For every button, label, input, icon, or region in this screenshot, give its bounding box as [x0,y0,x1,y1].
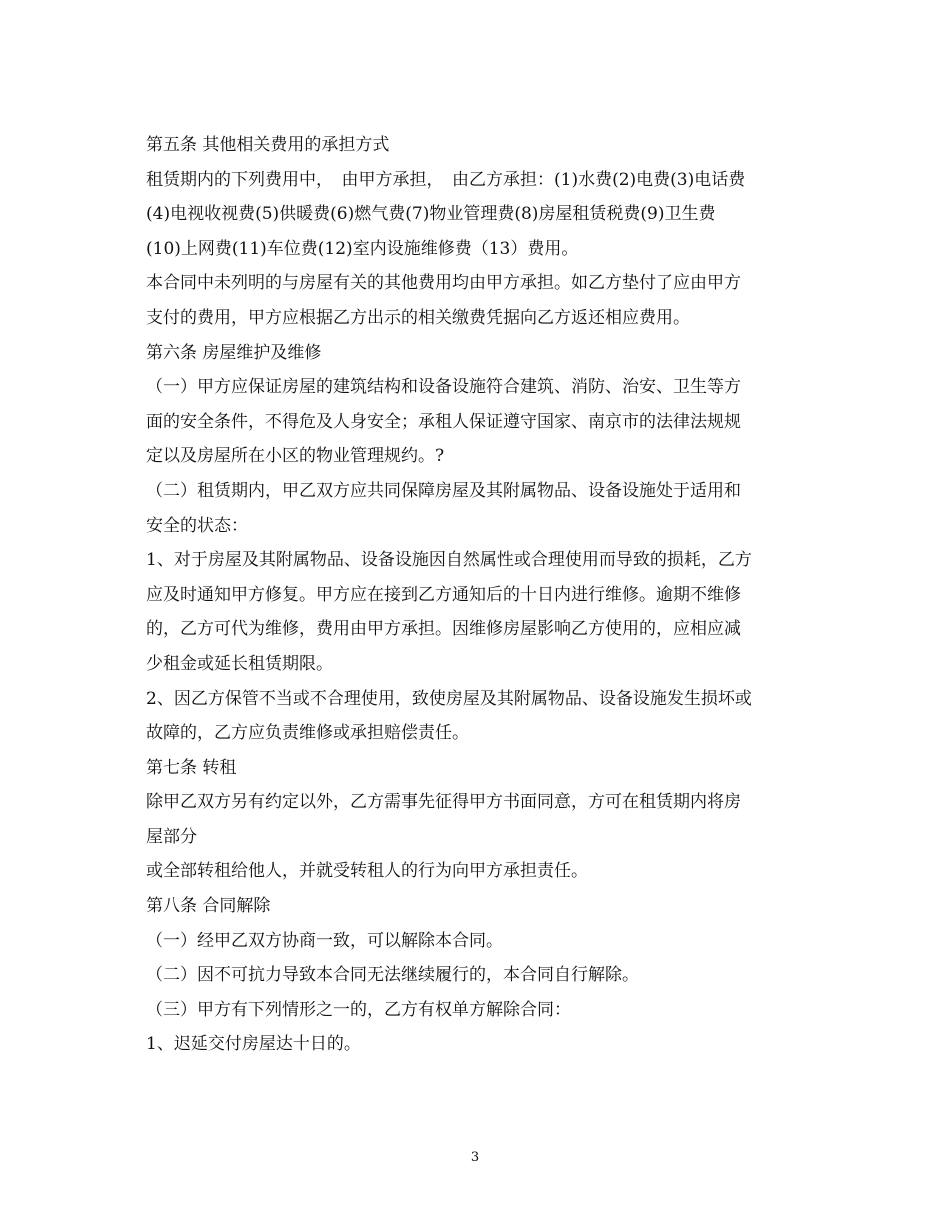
text-line: 支付的费用，甲方应根据乙方出示的相关缴费凭据向乙方返还相应费用。 [146,307,690,328]
text-line: 或全部转租给他人，并就受转租人的行为向甲方承担责任。 [146,861,588,882]
text-line: 第六条 房屋维护及维修 [146,342,322,363]
text-line: （二）因不可抗力导致本合同无法继续履行的，本合同自行解除。 [146,965,639,986]
text-line: 屋部分 [146,826,197,847]
text-line: 第八条 合同解除 [146,896,271,917]
text-line: (4)电视收视费(5)供暖费(6)燃气费(7)物业管理费(8)房屋租赁税费(9)卫生费 [146,204,716,225]
text-line: 第五条 其他相关费用的承担方式 [146,135,390,155]
text-line: （一）甲方应保证房屋的建筑结构和设备设施符合建筑、消防、治安、卫生等方 [146,377,741,398]
text-line: 1、对于房屋及其附属物品、设备设施因自然属性或合理使用而导致的损耗，乙方 [146,550,752,571]
text-line: 故障的，乙方应负责维修或承担赔偿责任。 [146,723,469,744]
text-line: 面的安全条件，不得危及人身安全；承租人保证遵守国家、南京市的法律法规规 [146,411,741,432]
text-line: 本合同中未列明的与房屋有关的其他费用均由甲方承担。如乙方垫付了应由甲方 [146,273,741,294]
page-number: 3 [470,1150,480,1165]
text-line: 少租金或延长租赁期限。 [146,653,333,674]
document-body [146,128,816,1062]
text-line: 定以及房屋所在小区的物业管理规约。? [146,446,445,467]
text-line: 租赁期内的下列费用中， 由甲方承担， 由乙方承担：(1)水费(2)电费(3)电话费 [146,169,746,190]
text-line: 第七条 转租 [146,757,237,778]
text-line: (10)上网费(11)车位费(12)室内设施维修费（13）费用。 [146,238,579,259]
text-line: 除甲乙双方另有约定以外，乙方需事先征得甲方书面同意，方可在租赁期内将房 [146,792,741,813]
text-line: （一）经甲乙双方协商一致，可以解除本合同。 [146,930,503,951]
text-line: 2、因乙方保管不当或不合理使用，致使房屋及其附属物品、设备设施发生损坏或 [146,688,752,709]
text-line: （三）甲方有下列情形之一的，乙方有权单方解除合同： [146,999,571,1020]
text-line: 的，乙方可代为维修，费用由甲方承担。因维修房屋影响乙方使用的，应相应减 [146,619,741,640]
text-line: 1、迟延交付房屋达十日的。 [146,1034,361,1055]
text-line: 应及时通知甲方修复。甲方应在接到乙方通知后的十日内进行维修。逾期不维修 [146,584,741,605]
text-line: 安全的状态： [146,515,248,536]
text-line: （二）租赁期内，甲乙双方应共同保障房屋及其附属物品、设备设施处于适用和 [146,480,741,501]
